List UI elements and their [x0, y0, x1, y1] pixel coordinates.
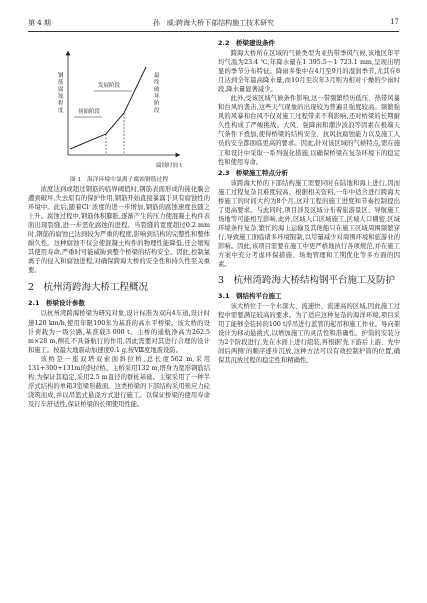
- running-title: 孙 威:跨海大桥下部结构施工技术研究: [152, 19, 275, 27]
- svg-text:最: 最: [154, 73, 160, 79]
- svg-text:阶: 阶: [154, 101, 160, 107]
- stage-develop-label: 发展阶段: [98, 83, 121, 89]
- svg-text:程: 程: [58, 101, 64, 107]
- stage-initial-label: 初始阶段: [78, 109, 101, 115]
- svg-text:腐: 腐: [58, 87, 64, 93]
- svg-text:坏: 坏: [154, 94, 160, 100]
- page-header: [28, 18, 399, 30]
- svg-text:钢: 钢: [58, 73, 64, 79]
- header-rule: [28, 31, 399, 32]
- corrosion-curve: [70, 67, 146, 149]
- stage-final-label: [154, 71, 160, 114]
- y-axis-label: [58, 71, 64, 114]
- section-heading: 2 杭州湾跨海大桥工程概况: [28, 282, 149, 294]
- svg-text:破: 破: [154, 87, 160, 93]
- issue-number: 第 4 期: [28, 19, 51, 27]
- corrosion-diagram: [28, 37, 210, 175]
- subsection-heading: 2.2 桥梁建设条件: [218, 39, 276, 47]
- figure-caption: 图 1 海洋环境中氯离子腐蚀钢筋过程: [69, 177, 169, 183]
- section-heading: 3 杭州湾跨海大桥结构钢平台施工及防护: [218, 275, 396, 287]
- svg-text:度: 度: [58, 108, 64, 114]
- paragraph: 跨海大桥所在区域的气候类型为亚热带季风气候,该地区年平均气温为23.4 ℃,年降水量在1 395.5～1 723.1 mm,呈现出明显的季节分布特征。降雨多集中在4月至9月的湿润季节,尤其在8月达到全年最高降水量,而10月至次年3月则为相对干燥的少雨时段,降水量显著减少。: [218, 50, 400, 94]
- right-column: [218, 37, 400, 365]
- paragraph: 浓度达到或超过钢筋的临界阈值时,钢筋表面形成的钝化膜会遭到破坏,失去原有的保护作用,钢筋开始直接暴露于具有腐蚀性的环境中。此后,随着Cl⁻浓度的进一步增加,钢筋的腐蚀速度也随之上升。腐蚀过程中,钢筋体积膨胀,逐渐产生的压力使混凝土构件表面出现裂缝,进一步恶化腐蚀的进程。当裂缝的宽度超过0.2 mm时,钢筋的腐蚀已达到较为严重的程度,影响到结构的完整性和整体耐久性。这种腐蚀不仅会使混凝土构件的物理性能降低,还会缩短其使用寿命,严重时可能威胁到整个桥梁的结构安全。因此,控制氯离子的侵入和腐蚀进程,对确保跨海大桥的安全性和持久性至关重要。: [28, 186, 210, 275]
- paragraph: 以杭州湾跨海桥梁为研究对象,设计标准为双向4车道,设计时速120 km/h,使用年限100年为基准的高水平桥梁。该大桥的设计荷载为一级公路,基准载3 000 t。主桥的通航净高为262.5 m×28 m,侧孔不具备航行的作用,因此需要对其进行合理的设计和施工。按最大地震动加速度0.1 g,按Ⅷ度地震设防。: [28, 310, 210, 354]
- x-axis-label: 腐蚀时间 t: [156, 163, 182, 169]
- svg-text:筋: 筋: [58, 80, 64, 86]
- subsection-heading: 3.1 钢结构平台施工: [218, 292, 282, 301]
- left-column: [28, 37, 210, 409]
- figure-1: [28, 37, 210, 185]
- page-number: 17: [390, 18, 399, 26]
- svg-text:蚀: 蚀: [58, 94, 64, 100]
- paragraph: 此外,受该区域气候条件影响,这一带频繁经历低压、热带风暴和台风的袭击,这些天气现象的出现较为普遍且强度较高。频繁强风的风暴和台风不仅对施工过程带来不利影响,还对桥梁的长期耐久性构成了严峻挑战。大风、强降雨和潮汐波浪等因素在极端天气条件下叠加,使得桥梁的结构安全、抗风抗腐蚀能力以及施工人员的安全都面临更高的要求。因此,针对该区域的气候特点,需在施工和设计中采取一系列强化措施,以确保桥梁在复杂环境下的稳定性和使用寿命。: [218, 95, 400, 166]
- svg-text:终: 终: [154, 80, 160, 86]
- svg-text:段: 段: [154, 108, 160, 114]
- subsection-heading: 2.1 桥梁设计参数: [28, 299, 86, 308]
- paragraph: 该桥是一座双塔双索面斜拉桥,总长度562 m,采用131+300+131m的斜拉桥。主桥采用132 m,塔身为宽形钢筋结构,为保证其稳定,采用2.5 m直径的群桩基础。主梁采用了一种半浮式结构的单箱3室梁形截面。这类桥梁的下部结构采用预应力砼浇筑而成,并以吊篮式悬浇方式进行施工。以保证桥梁的使用寿命及行车舒适性,保证桥梁的长期使用性能。: [28, 355, 210, 408]
- paragraph: 该大桥位于一个水深大、流速快、流速高的区域,因此施工过程中需要满足较高的要求。为了适应这种复杂的海洋环境,项目采用了能够全装转的100 t浮吊进行蓝管的起吊和施工作业。导向架设计为移动悬挑式,以增加施工的灵活性和准确性。护筒的安装分为2个阶段进行,先在水面上进行组装,再根据'先下游后上游、先中间后两侧'的顺序逐步沉放,这种方法可以有效控制护筒的位置,确保其沉放过程的稳定性和精确性。: [218, 303, 400, 365]
- paragraph: 该跨海大桥的下部结构施工需要同时在陆地和海上进行,因而施工过程复杂且难度较高。根据相关资料,一年中适合进行跨海大桥施工的时间大约为8个月,这对工程的施工进度和节奏控制提出了更高要求。与此同时,项目涉及区域分布着旅游景区、导航施工场地等可能相互影响,此外,区域人口区域施工,区域人口稠密,区域环境条件复杂,繁忙的海上运输及其他船只在施工区域周围频繁穿行,导致施工面临诸多环境限制,以尽量减少对周围环境和旅游业的影响。因此,该项目需要在施工中更严格地执行各项规范,并在施工方案中充分考虑环保措施、场地管理和工期优化等多方面的因素。: [218, 179, 400, 269]
- subsection-heading: 2.3 桥梁施工特点分析: [218, 168, 289, 177]
